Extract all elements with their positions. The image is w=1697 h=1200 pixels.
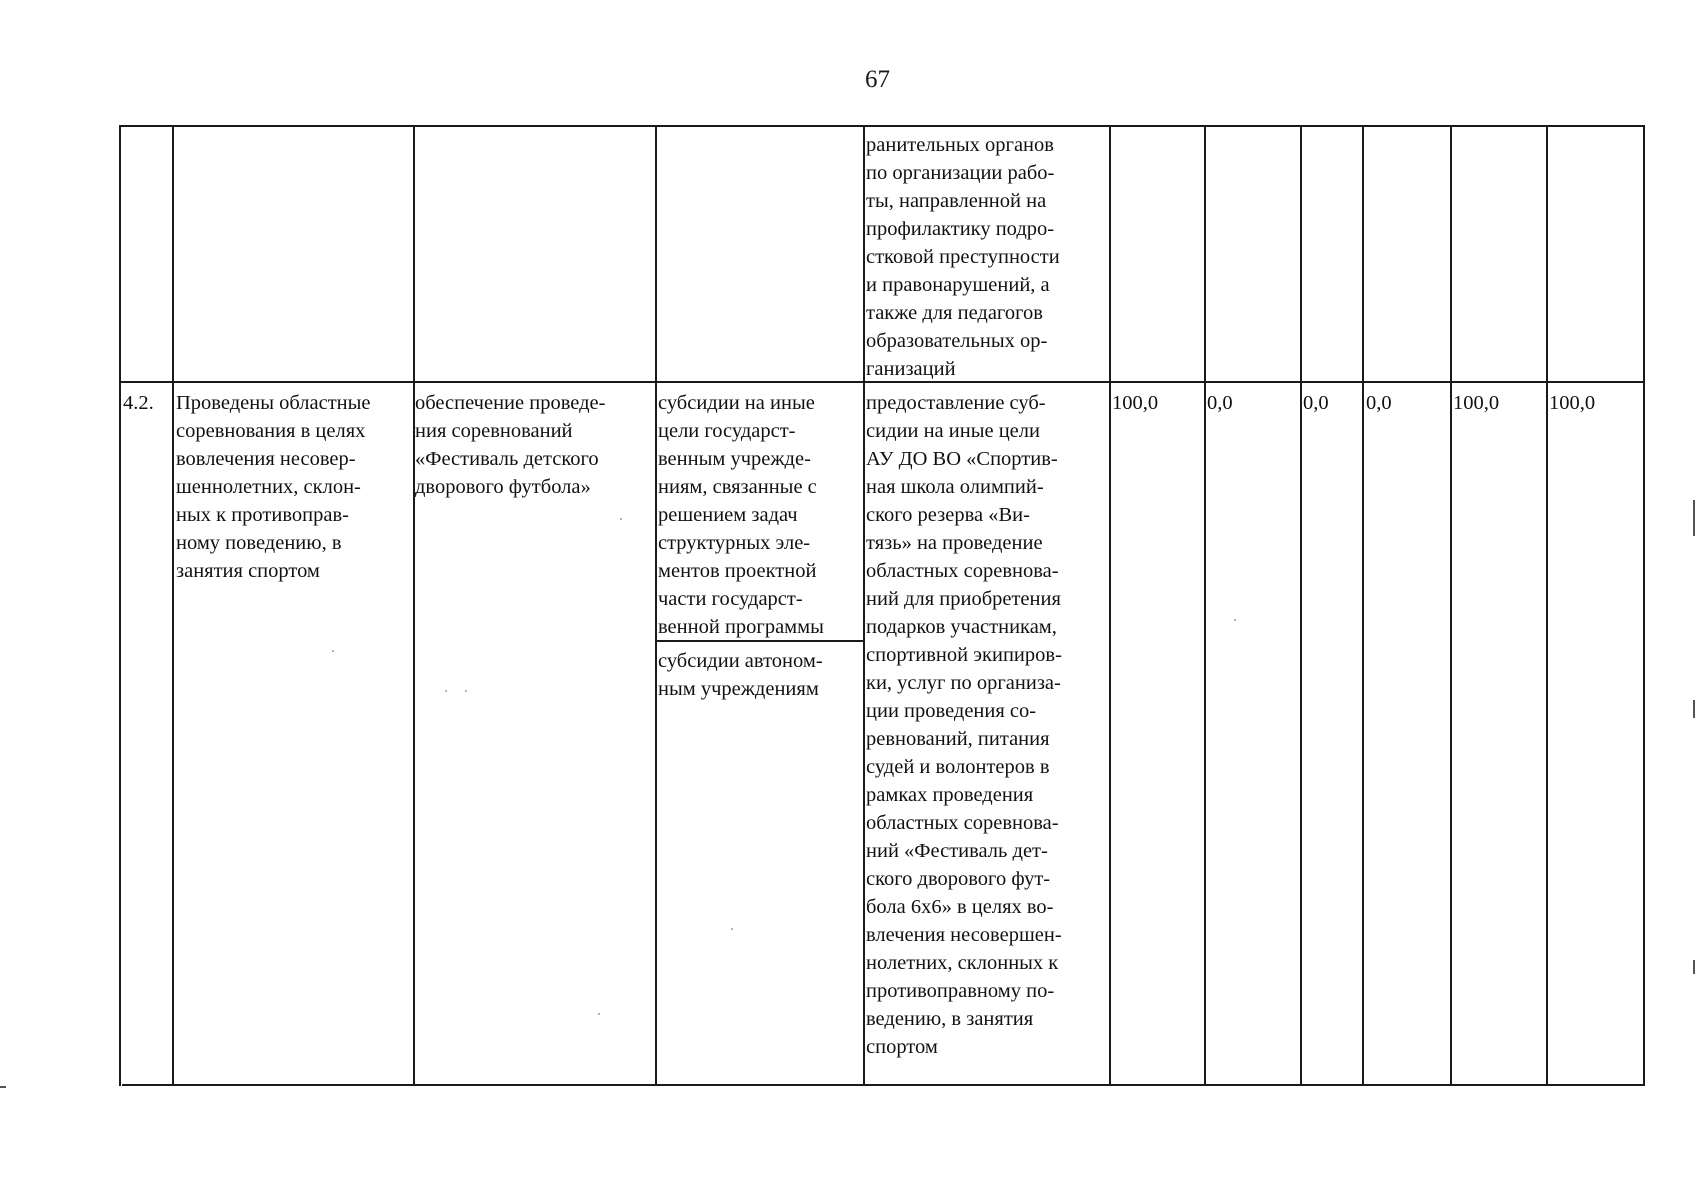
measure-cell: обеспечение проведе- ния соревнований «Фестиваль детского дворового футбола» [415,392,606,498]
column-border [1300,125,1302,1086]
column-border [413,125,415,1086]
value-cell: 0,0 [1303,392,1329,414]
table-top-border [119,125,1644,127]
value-cell: 100,0 [1549,392,1596,414]
column-border [1643,125,1645,1086]
column-border [863,125,865,1086]
value-cell: 100,0 [1112,392,1159,414]
description-cell: предоставление суб- сидии на иные цели АУ ДО ВО «Спортив- ная школа олимпий- ского резерва «Ви- тязь» на проведение областных соревнова- ний для приобретения подарков участникам, спортивной экипиров- ки, услуг по организа- ции проведения со- ревнований, питания судей и волонтеров в рамках проведения областных соревнова- ний «Фестиваль дет- ского дворового фут- бола 6х6» в целях во- влечения несовершен- нолетних, склонных к противоправному по- ведению, в занятия спортом [866,392,1062,1058]
scan-speck [731,928,733,930]
column-border [1546,125,1548,1086]
scan-speck [598,1013,600,1015]
scan-speck [1234,619,1236,621]
scan-speck [332,650,334,652]
continuation-description-cell: ранительных органов по организации рабо- ты, направленной на профилактику подро- стковой преступности и правонарушений, а также для педагогов образовательных ор- ганизаций [866,134,1060,380]
scan-edge-mark [0,1086,6,1088]
scan-edge-mark [1693,700,1695,718]
result-cell: Проведены областные соревнования в целях вовлечения несовер- шеннолетних, склон- ных к противоправ- ному поведению, в занятия спортом [176,392,371,582]
scan-edge-mark [1693,500,1695,536]
column-border [655,125,657,1086]
value-cell: 0,0 [1366,392,1392,414]
scan-edge-mark [1693,960,1695,974]
column-border [1450,125,1452,1086]
page-number: 67 [865,66,890,93]
column-border [1109,125,1111,1086]
scan-speck [445,690,447,692]
scan-speck [465,690,467,692]
value-cell: 100,0 [1453,392,1500,414]
subsidy-type-cell: субсидии на иные цели государст- венным учрежде- ниям, связанные с решением задач структурных эле- ментов проектной части государст- венной программы [658,392,824,638]
column-border [1362,125,1364,1086]
column-border [1204,125,1206,1086]
row-number-cell: 4.2. [123,392,154,414]
scan-speck [620,518,622,520]
value-cell: 0,0 [1207,392,1233,414]
table-bottom-border [122,1084,1645,1086]
column-border [119,125,121,1086]
column-border [172,125,174,1086]
subsidy-type-cell-autonomous: субсидии автоном- ным учреждениям [658,650,823,700]
